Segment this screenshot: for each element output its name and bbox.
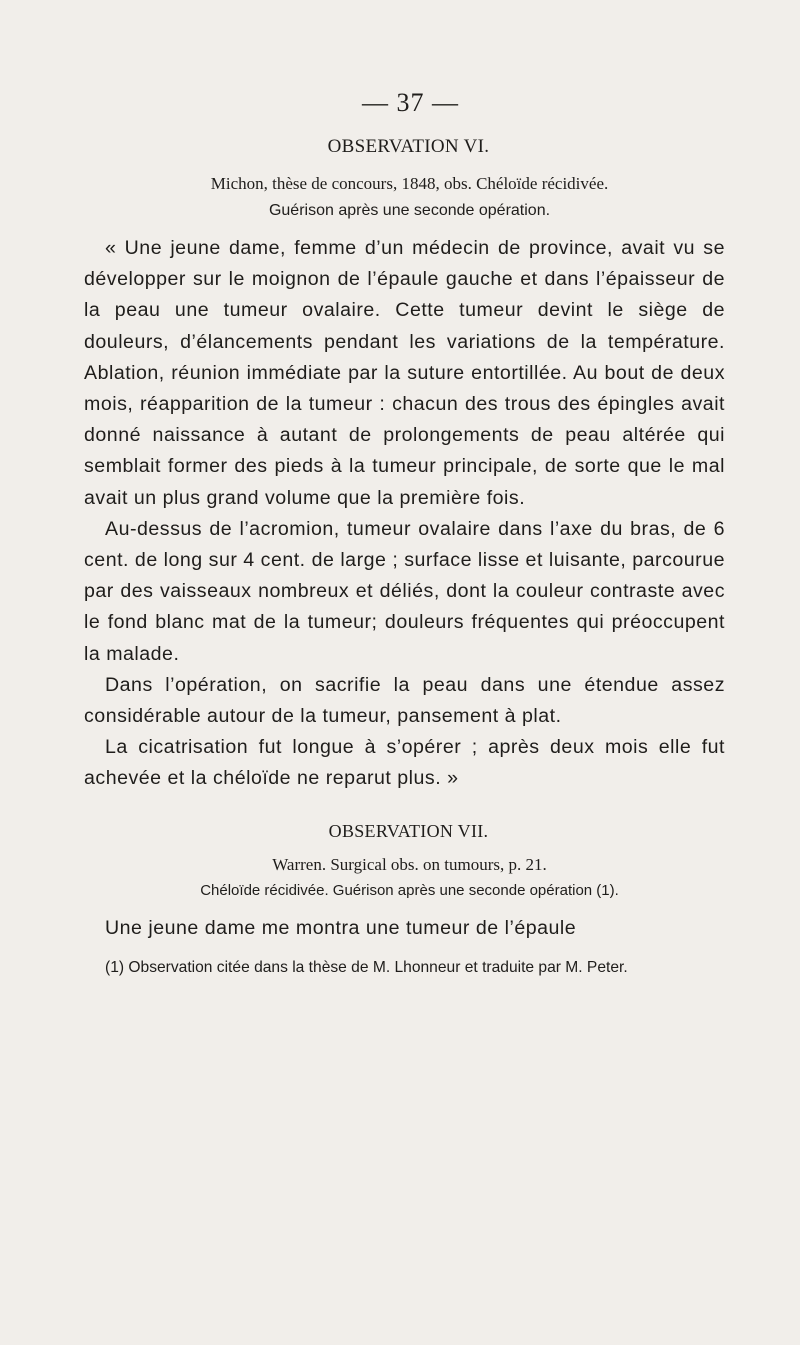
footnote: (1) Observation citée dans la thèse de M. Lhonneur et traduite par M. Peter. [105,958,628,976]
observation-7-source-line-1: Warren. Surgical obs. on tumours, p. 21. [272,854,547,874]
observation-6-title: OBSERVATION VI. [327,136,490,157]
observation-7-title: OBSERVATION VII. [328,820,489,841]
observation-6-paragraph-3: Dans l’opération, on sacrifie la peau dans une étendue assez considérable autour de la tumeur, pansement à plat. [84,673,725,728]
page-number: — 37 — [362,88,459,117]
observation-6-source [84,170,725,224]
observation-7-source-line-2: Chéloïde récidivée. Guérison après une seconde opération (1). [200,881,619,899]
observation-6-source-line-2: Guérison après une seconde opération. [268,202,551,219]
observation-6-paragraph-4: La cicatrisation fut longue à s’opérer ; après deux mois elle fut achevée et la chéloïde ne reparut plus. » [84,736,725,790]
observation-6-body [84,233,725,795]
observation-7-body [84,913,725,944]
observation-6-paragraph-1: « Une jeune dame, femme d’un médecin de province, avait vu se développer sur le moignon de l’épaule gauche et dans l’épaisseur de la peau une tumeur ovalaire. Cette tumeur devint le siège de douleurs, d’élancements pendant les variations de la température. Ablation, réunion immédiate par la suture entortillée. Au bout de deux mois, réapparition de la tumeur : chacun des trous des épingles avait donné naissance à autant de prolongements de peau altérée qui semblait former des pieds à la tumeur principale, de sorte que le mal avait un plus grand volume que la première fois. [84,237,725,509]
observation-6-source-line-1: Michon, thèse de concours, 1848, obs. Chéloïde récidivée. [210,174,609,193]
observation-7-paragraph-1: Une jeune dame me montra une tumeur de l’épaule [105,916,577,939]
observation-6-paragraph-2: Au-dessus de l’acromion, tumeur ovalaire dans l’axe du bras, de 6 cent. de long sur 4 cent. de large ; surface lisse et luisante, parcourue par des vaisseaux nombreux et déliés, dont la couleur contraste avec le fond blanc mat de la tumeur; douleurs fréquentes qui préoccupent la malade. [84,517,725,665]
observation-7-source [84,852,725,904]
